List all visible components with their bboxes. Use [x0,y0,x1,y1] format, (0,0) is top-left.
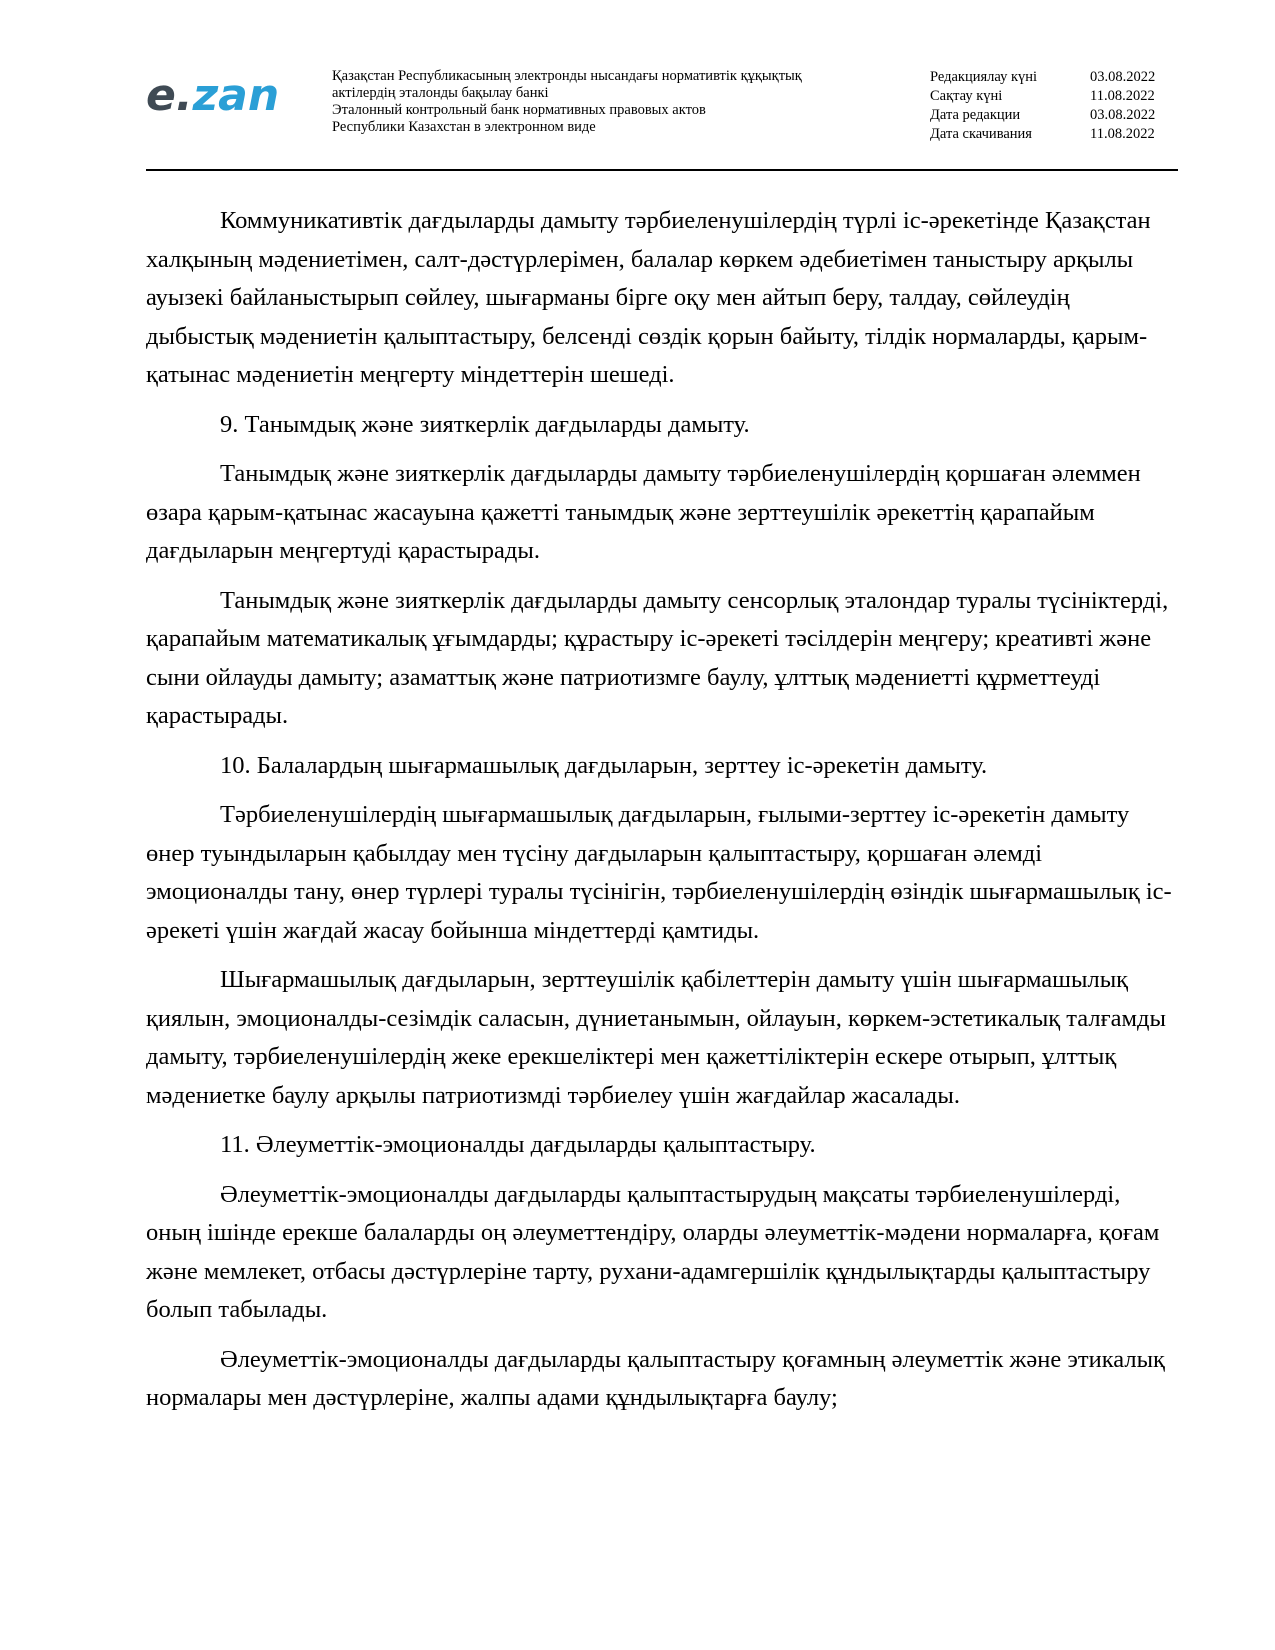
org-line: Қазақстан Республикасының электронды нысандағы нормативтік құқықтық [332,68,802,84]
section-heading: 11. Әлеуметтік-эмоционалды дағдыларды қалыптастыру. [220,1131,816,1158]
meta-value: 03.08.2022 [1090,107,1156,123]
meta-value: 11.08.2022 [1090,88,1155,104]
document-body [146,202,1180,1429]
document-dates [930,68,1180,144]
logo-zan: zan [192,70,280,121]
logo-dot: . [175,70,193,121]
logo-e: e [146,70,176,121]
paragraph: Танымдық және зияткерлік дағдыларды дамыту тәрбиеленушілердің қоршаған әлеммен өзара қарым-қатынас жасауына қажетті танымдық және зерттеушілік әрекеттің қарапайым дағдыларын меңгертуді қарастырады. [146,460,1141,564]
ezan-logo [146,70,280,121]
org-line: Республики Казахстан в электронном виде [332,119,596,135]
paragraph: Шығармашылық дағдыларын, зерттеушілік қабілеттерін дамыту үшін шығармашылық қиялын, эмоционалды-сезімдік саласын, дүниетанымын, ойлауын, көркем-эстетикалық талғамды дамыту, тәрбиеленушілердің жеке ерекшеліктері мен қажеттіліктерін ескере отырып, ұлттық мәдениетке баулу арқылы патриотизмді тәрбиелеу үшін жағдайлар жасалады. [146,966,1166,1109]
org-line: актілердің эталонды бақылау банкі [332,85,549,101]
document-header [146,64,1178,168]
org-line: Эталонный контрольный банк нормативных правовых актов [332,102,706,118]
paragraph: Коммуникативтік дағдыларды дамыту тәрбиеленушілердің түрлі іс-әрекетінде Қазақстан халқының мәдениетімен, салт-дәстүрлерімен, балалар көркем әдебиетімен таныстыру арқылы ауызекі байланыстырып сөйлеу, шығарманы бірге оқу мен айтып беру, талдау, сөйлеудің дыбыстық мәдениетін қалыптастыру, белсенді сөздік қорын байыту, тілдік нормаларды, қарым-қатынас мәдениетін меңгерту міндеттерін шешеді. [146,207,1151,388]
paragraph: Тәрбиеленушілердің шығармашылық дағдыларын, ғылыми-зерттеу іс-әрекетін дамыту өнер туындыларын қабылдау мен түсіну дағдыларын қалыптастыру, қоршаған әлемді эмоционалды тану, өнер түрлері туралы түсінігін, тәрбиеленушілердің өзіндік шығармашылық іс-әрекеті үшін жағдай жасау бойынша міндеттерді қамтиды. [146,801,1172,944]
meta-value: 11.08.2022 [1090,126,1155,142]
paragraph: Әлеуметтік-эмоционалды дағдыларды қалыптастыру қоғамның әлеуметтік және этикалық нормалары мен дәстүрлеріне, жалпы адами құндылықтарға баулу; [146,1345,1165,1411]
organization-name [332,68,892,136]
meta-row-edit-date-kz [930,68,1180,87]
paragraph: Әлеуметтік-эмоционалды дағдыларды қалыптастырудың мақсаты тәрбиеленушілерді, оның ішінде ерекше балаларды оң әлеуметтендіру, оларды әлеуметтік-мәдени нормаларға, қоғам және мемлекет, отбасы дәстүрлеріне тарту, рухани-адамгершілік құндылықтарды қалыптастыру болып табылады. [146,1180,1160,1323]
meta-label: Сақтау күні [930,88,1003,104]
paragraph: Танымдық және зияткерлік дағдыларды дамыту сенсорлық эталондар туралы түсініктерді, қарапайым математикалық ұғымдарды; құрастыру іс-әрекеті тәсілдерін меңгеру; креативті және сыни ойлауды дамыту; азаматтық және патриотизмге баулу, ұлттық мәдениетті құрметтеуді қарастырады. [146,586,1169,729]
section-heading: 9. Танымдық және зияткерлік дағдыларды дамыту. [220,410,750,438]
meta-label: Редакциялау күні [930,69,1038,85]
meta-row-download-date-ru [930,125,1180,144]
meta-label: Дата скачивания [930,126,1032,142]
header-divider [146,169,1178,171]
meta-row-edit-date-ru [930,106,1180,125]
meta-label: Дата редакции [930,107,1021,123]
meta-row-save-date-kz [930,87,1180,106]
meta-value: 03.08.2022 [1090,69,1156,85]
section-heading: 10. Балалардың шығармашылық дағдыларын, зерттеу іс-әрекетін дамыту. [220,751,988,779]
